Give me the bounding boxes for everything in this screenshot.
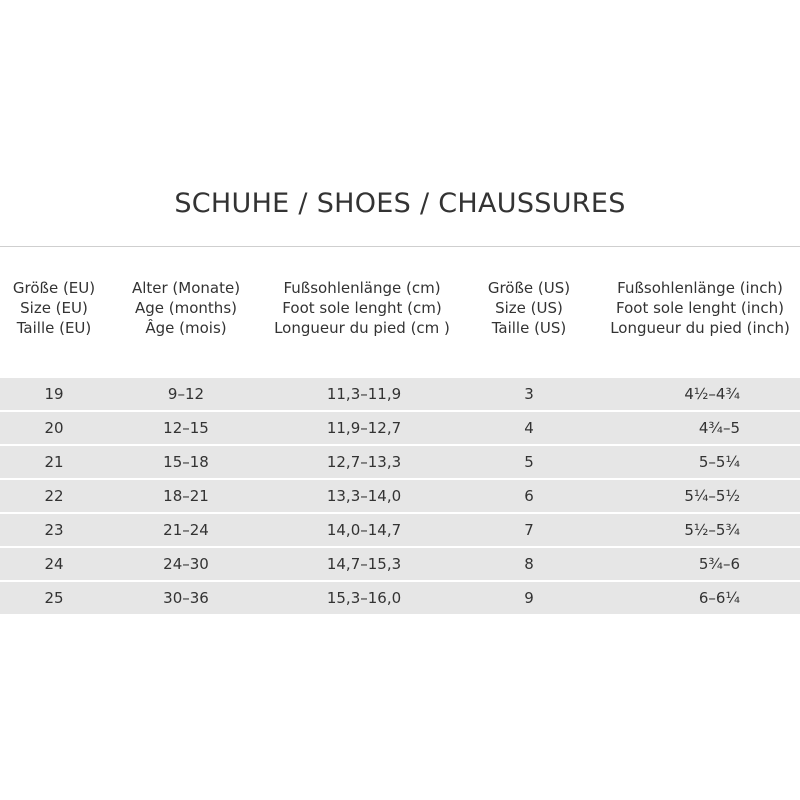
cell-size-eu: 23 <box>44 521 64 539</box>
cell-foot-length-cm: 13,3–14,0 <box>326 487 402 505</box>
cell-foot-length-cm: 14,0–14,7 <box>326 521 402 539</box>
cell-age: 21–24 <box>163 521 209 539</box>
cell-size-us: 4 <box>524 419 534 437</box>
cell-size-us: 7 <box>524 521 534 539</box>
cell-foot-length-cm: 11,3–11,9 <box>326 385 402 403</box>
table-row <box>0 548 800 580</box>
cell-foot-length-inch: 5–5¼ <box>698 453 740 471</box>
table-row <box>0 412 800 444</box>
cell-size-eu: 19 <box>44 385 64 403</box>
header-foot-length-cm <box>262 278 462 338</box>
table-row <box>0 480 800 512</box>
header-line: Size (US) <box>495 299 563 317</box>
table-header <box>0 278 800 340</box>
cell-foot-length-inch: 4½–4¾ <box>684 385 740 403</box>
cell-foot-length-inch: 5½–5¾ <box>684 521 740 539</box>
header-size-eu <box>0 278 108 338</box>
header-line: Taille (EU) <box>16 319 92 337</box>
cell-foot-length-cm: 12,7–13,3 <box>326 453 402 471</box>
header-line: Age (months) <box>135 299 237 317</box>
title-divider <box>0 246 800 247</box>
header-line: Größe (US) <box>487 279 571 297</box>
table-body <box>0 378 800 616</box>
cell-size-eu: 24 <box>44 555 64 573</box>
header-line: Foot sole lenght (inch) <box>616 299 784 317</box>
header-line: Longueur du pied (inch) <box>610 319 790 337</box>
cell-size-eu: 22 <box>44 487 64 505</box>
cell-size-us: 9 <box>524 589 534 607</box>
table-row <box>0 446 800 478</box>
header-foot-length-inch <box>600 278 800 338</box>
cell-age: 12–15 <box>163 419 209 437</box>
cell-age: 24–30 <box>163 555 209 573</box>
cell-foot-length-cm: 11,9–12,7 <box>326 419 402 437</box>
header-line: Âge (mois) <box>145 319 227 337</box>
cell-age: 9–12 <box>167 385 205 403</box>
cell-foot-length-inch: 5¾–6 <box>698 555 740 573</box>
header-line: Alter (Monate) <box>131 279 241 297</box>
header-line: Foot sole lenght (cm) <box>282 299 442 317</box>
cell-size-eu: 20 <box>44 419 64 437</box>
header-size-us <box>470 278 588 338</box>
cell-size-us: 5 <box>524 453 534 471</box>
cell-age: 30–36 <box>163 589 209 607</box>
cell-size-us: 6 <box>524 487 534 505</box>
cell-size-us: 3 <box>524 385 534 403</box>
table-row <box>0 378 800 410</box>
header-line: Größe (EU) <box>12 279 96 297</box>
header-line: Longueur du pied (cm ) <box>274 319 450 337</box>
header-line: Fußsohlenlänge (inch) <box>617 279 783 297</box>
cell-foot-length-cm: 15,3–16,0 <box>326 589 402 607</box>
page-title: SCHUHE / SHOES / CHAUSSURES <box>174 188 626 219</box>
cell-foot-length-inch: 4¾–5 <box>698 419 740 437</box>
cell-foot-length-cm: 14,7–15,3 <box>326 555 402 573</box>
cell-size-eu: 21 <box>44 453 64 471</box>
table-row <box>0 514 800 546</box>
cell-age: 15–18 <box>163 453 209 471</box>
cell-size-us: 8 <box>524 555 534 573</box>
table-row <box>0 582 800 614</box>
cell-size-eu: 25 <box>44 589 64 607</box>
header-age <box>116 278 256 338</box>
header-line: Taille (US) <box>491 319 567 337</box>
header-line: Fußsohlenlänge (cm) <box>283 279 441 297</box>
header-line: Size (EU) <box>20 299 88 317</box>
cell-foot-length-inch: 5¼–5½ <box>684 487 740 505</box>
cell-foot-length-inch: 6–6¼ <box>698 589 740 607</box>
cell-age: 18–21 <box>163 487 209 505</box>
